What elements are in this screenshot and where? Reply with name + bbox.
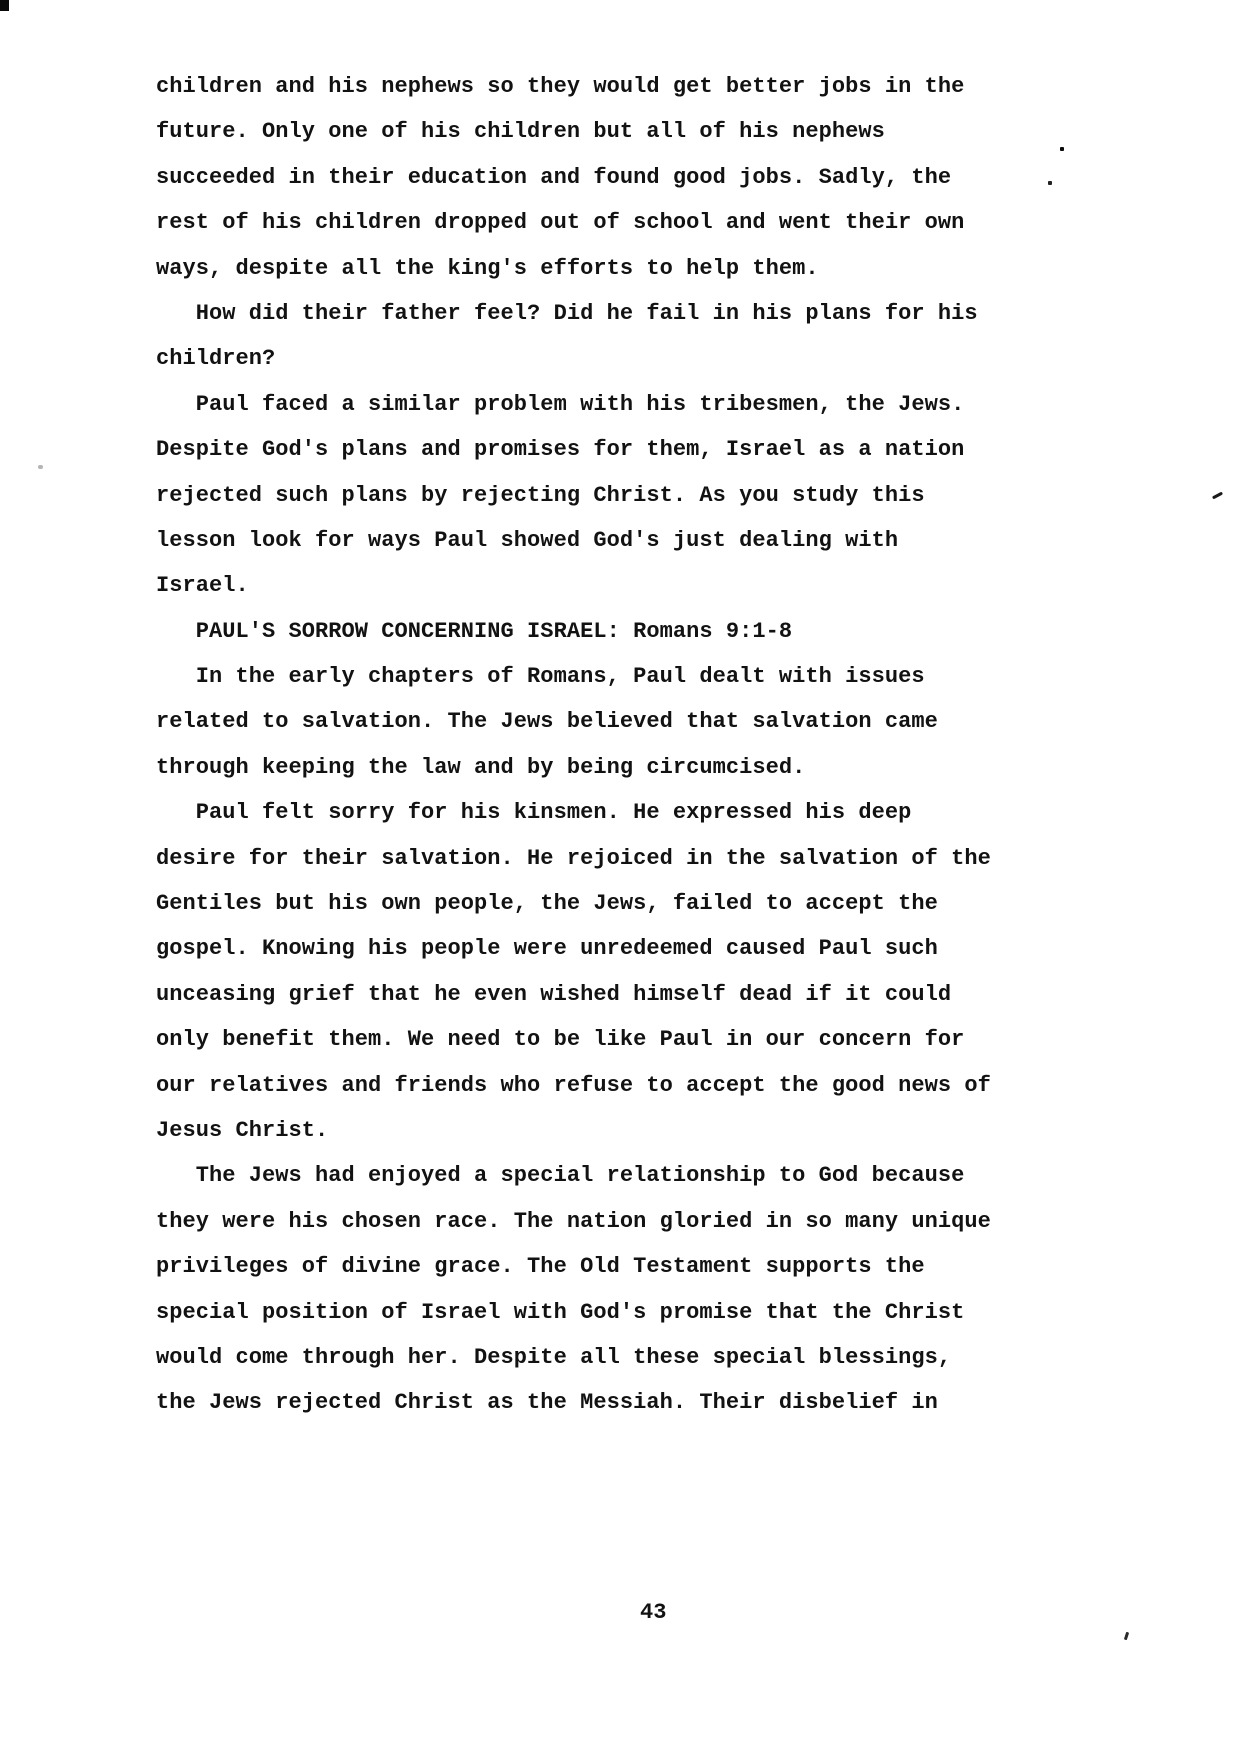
text-line: Paul faced a similar problem with his tribesmen, the Jews. <box>156 391 965 417</box>
text-line: related to salvation. The Jews believed that salvation came <box>156 709 938 735</box>
text-line: Despite God's plans and promises for them, Israel as a nation <box>156 437 965 463</box>
text-line: Paul felt sorry for his kinsmen. He expressed his deep <box>156 800 912 826</box>
text-line: lesson look for ways Paul showed God's just dealing with <box>156 527 899 553</box>
text-line: our relatives and friends who refuse to accept the good news of <box>156 1072 991 1098</box>
scan-artifact-faint-speck <box>38 465 43 469</box>
text-line: they were his chosen race. The nation gloried in so many unique <box>156 1208 991 1234</box>
text-line: children? <box>156 346 276 372</box>
text-line: rejected such plans by rejecting Christ. As you study this <box>156 482 925 508</box>
text-line: only benefit them. We need to be like Paul in our concern for <box>156 1027 965 1053</box>
text-line: Gentiles but his own people, the Jews, failed to accept the <box>156 891 938 917</box>
text-line: through keeping the law and by being circumcised. <box>156 754 806 780</box>
text-line: unceasing grief that he even wished himself dead if it could <box>156 981 952 1007</box>
text-line: gospel. Knowing his people were unredeemed caused Paul such <box>156 936 938 962</box>
text-line: special position of Israel with God's promise that the Christ <box>156 1299 965 1325</box>
scan-artifact-speck <box>1060 147 1064 151</box>
text-line: rest of his children dropped out of school and went their own <box>156 210 965 236</box>
text-line: Jesus Christ. <box>156 1117 329 1143</box>
text-line: would come through her. Despite all these special blessings, <box>156 1344 952 1370</box>
text-line: children and his nephews so they would get better jobs in the <box>156 74 965 99</box>
scan-artifact-speck <box>1048 181 1052 185</box>
scan-artifact-corner <box>0 0 9 11</box>
scan-artifact-comma <box>1124 1632 1129 1641</box>
text-line: How did their father feel? Did he fail in his plans for his <box>156 300 978 326</box>
page-number: 43 <box>640 1600 667 1625</box>
text-line: desire for their salvation. He rejoiced in the salvation of the <box>156 845 991 871</box>
scan-artifact-tick <box>1212 492 1223 500</box>
text-line: future. Only one of his children but all of his nephews <box>156 119 885 145</box>
text-line: the Jews rejected Christ as the Messiah. Their disbelief in <box>156 1390 938 1416</box>
text-line: The Jews had enjoyed a special relationship to God because <box>156 1163 965 1189</box>
text-line: In the early chapters of Romans, Paul dealt with issues <box>156 664 925 690</box>
section-heading: PAUL'S SORROW CONCERNING ISRAEL: Romans 9:1-8 <box>156 618 793 644</box>
text-line: ways, despite all the king's efforts to help them. <box>156 255 819 281</box>
text-line: privileges of divine grace. The Old Testament supports the <box>156 1254 925 1280</box>
body-text <box>156 64 1156 1426</box>
text-line: Israel. <box>156 573 249 599</box>
text-line: succeeded in their education and found good jobs. Sadly, the <box>156 164 952 190</box>
